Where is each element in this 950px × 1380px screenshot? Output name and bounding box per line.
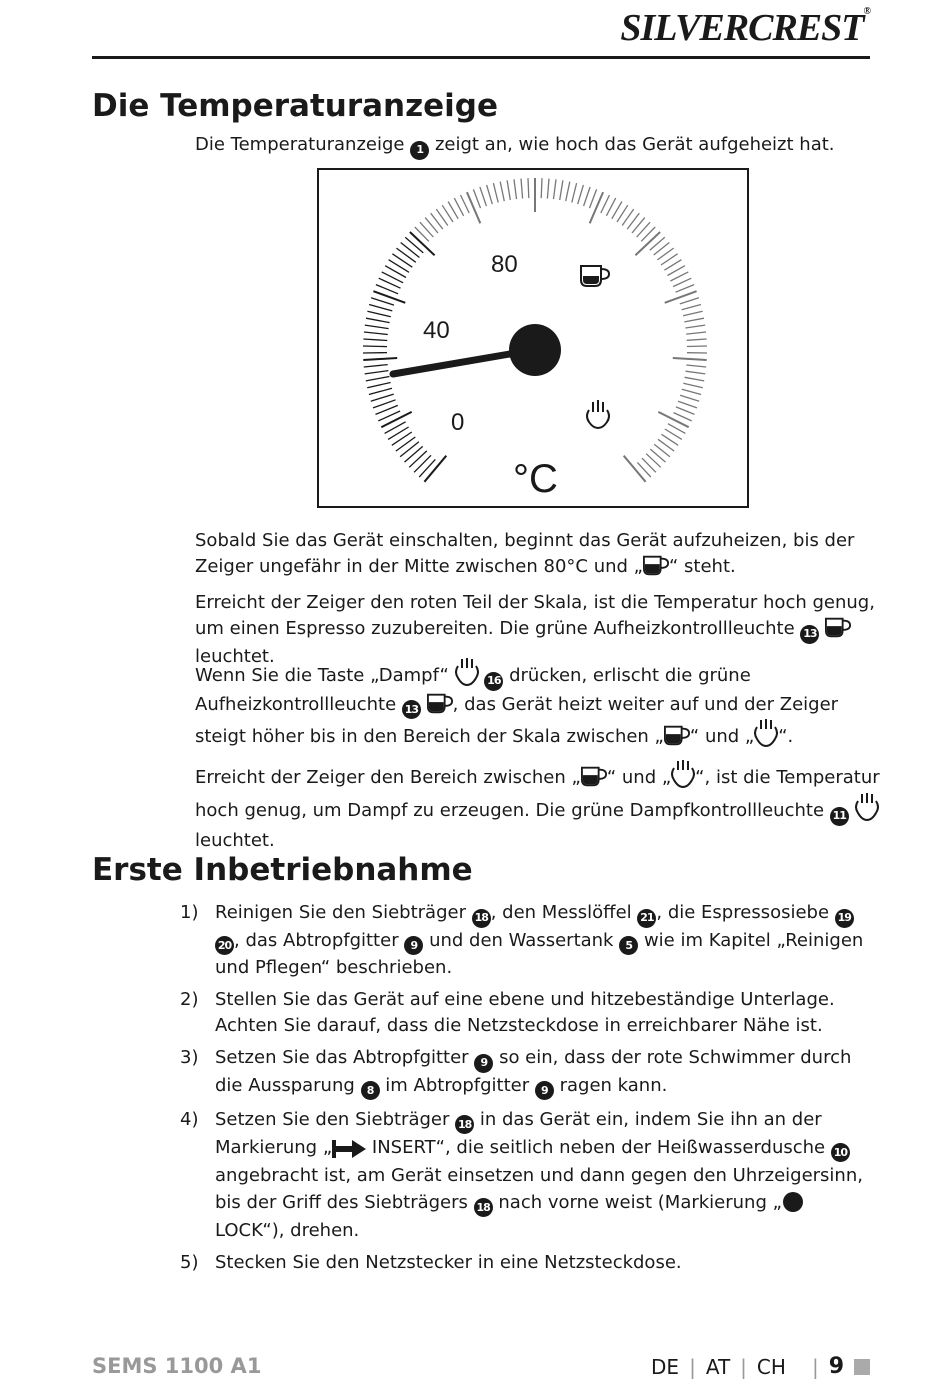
gauge-tick <box>687 346 707 347</box>
gauge-tick <box>414 455 431 472</box>
footer-model: SEMS 1100 A1 <box>92 1354 262 1378</box>
gauge-tick <box>373 291 405 303</box>
list-item: 3) Setzen Sie das Abtropfgitter 9 so ein, dass der rote Schwimmer durch die Aussparung 8 im Abtropfgitter 9 ragen kann. <box>180 1045 870 1100</box>
gauge-tick <box>606 198 615 216</box>
gauge-tick <box>680 298 699 304</box>
ref-number: 13 <box>800 625 819 644</box>
steam-icon <box>754 719 778 747</box>
gauge-tick <box>507 180 510 200</box>
insert-arrow-icon <box>332 1140 366 1158</box>
gauge-tick <box>560 180 563 200</box>
gauge-tick <box>673 358 707 360</box>
gauge-tick <box>473 189 480 208</box>
gauge-tick <box>658 412 688 427</box>
gauge-tick <box>365 325 389 329</box>
gauge-tick <box>392 432 412 445</box>
steam-icon <box>587 400 609 428</box>
gauge-label-80: 80 <box>491 251 518 278</box>
gauge-tick <box>554 179 557 199</box>
ref-number: 9 <box>535 1081 554 1100</box>
gauge-tick <box>363 339 387 341</box>
gauge-tick <box>541 178 542 198</box>
espresso-cup-icon <box>581 266 609 286</box>
gauge-tick <box>590 189 597 208</box>
espresso-cup-icon <box>825 617 851 639</box>
gauge-tick <box>487 185 493 204</box>
list-item: 5) Stecken Sie den Netzstecker in eine Netzsteckdose. <box>180 1252 682 1273</box>
section-title-temperature: Die Temperaturanzeige <box>92 88 499 124</box>
list-item: 4) Setzen Sie den Siebträger 18 in das Gerät ein, indem Sie ihn an der Markierung „ INSERT“, die seitlich neben der Heißwasserdusche 10 angebracht ist, am Gerät einsetzen und dann gegen den Uhrzeigersinn, bis der Griff des Siebträgers 18 nach vorne weist (Markierung „ LOCK“), drehen. <box>180 1109 863 1241</box>
gauge-tick <box>363 346 387 347</box>
gauge-tick <box>373 400 396 408</box>
gauge-tick <box>685 325 705 328</box>
gauge-tick <box>572 183 577 202</box>
gauge-tick <box>673 278 691 286</box>
gauge-tick <box>367 383 390 388</box>
ref-number: 18 <box>474 1198 493 1217</box>
ref-number: 18 <box>455 1115 474 1134</box>
steam-icon <box>855 793 879 821</box>
gauge-tick <box>674 413 692 421</box>
gauge-tick <box>364 365 388 367</box>
gauge-tick <box>461 195 470 213</box>
gauge-tick <box>676 407 695 415</box>
ref-number: 11 <box>830 807 849 826</box>
ref-number: 13 <box>402 700 421 719</box>
gauge-tick <box>682 389 701 394</box>
gauge-tick <box>401 243 420 258</box>
gauge-tick <box>528 178 529 198</box>
paragraph-steam-button: Wenn Sie die Taste „Dampf“ 16 drücken, erlischt die grüne Aufheizkontrollleuchte 13 , das Gerät heizt weiter auf und der Zeiger steigt höher bis in den Bereich der Skala zwischen „ “ und „ “. <box>195 658 885 751</box>
gauge-tick <box>363 358 397 360</box>
gauge-hub <box>509 324 561 376</box>
header-rule <box>92 56 870 59</box>
gauge-tick <box>369 388 392 394</box>
list-item: 1) Reinigen Sie den Siebträger 18 , den Messlöffel 21 , die Espressosiebe 19 20 , das Abtropfgitter 9 und den Wassertank 5 wie im Kapitel „Reinigen und Pflegen“ beschrieben. <box>180 902 864 978</box>
ref-number: 9 <box>474 1054 493 1073</box>
gauge-tick <box>365 371 389 374</box>
gauge-tick <box>578 185 584 204</box>
gauge-tick <box>369 305 392 311</box>
ref-number: 8 <box>361 1081 380 1100</box>
footer-pagination: DE | AT | CH | 9 <box>651 1354 870 1379</box>
gauge-tick <box>400 442 419 457</box>
ref-number: 19 <box>835 909 854 928</box>
gauge-tick <box>676 285 695 293</box>
gauge-tick <box>685 377 705 381</box>
gauge-tick <box>683 383 703 387</box>
gauge-tick <box>500 182 504 202</box>
steam-icon <box>455 658 479 686</box>
lock-dot-icon <box>782 1191 804 1213</box>
gauge-tick <box>547 179 549 199</box>
gauge-tick <box>670 272 688 281</box>
gauge-tick <box>371 298 394 305</box>
ref-number: 20 <box>215 936 234 955</box>
ref-number: 1 <box>410 141 429 160</box>
brand-logo: SILVERCREST® <box>620 6 870 49</box>
temperature-gauge <box>317 168 749 508</box>
espresso-cup-icon <box>581 766 607 788</box>
ref-number: 18 <box>472 909 491 928</box>
gauge-tick <box>396 437 416 451</box>
gauge-tick <box>686 371 706 374</box>
gauge-tick <box>480 187 487 206</box>
ref-number: 5 <box>619 936 638 955</box>
gauge-tick <box>371 394 394 401</box>
gauge-tick <box>405 237 423 253</box>
gauge-tick <box>364 332 388 335</box>
gauge-tick <box>389 260 409 273</box>
espresso-cup-icon <box>427 693 453 715</box>
gauge-tick <box>366 318 390 322</box>
paragraph-red-scale: Erreicht der Zeiger den roten Teil der Skala, ist die Temperatur hoch genug, um einen Espresso zuzubereiten. Die grüne Aufheizkontrollleuchte 13 leuchtet. <box>195 592 875 667</box>
gauge-tick <box>396 248 415 262</box>
espresso-cup-icon <box>643 555 669 577</box>
list-item: 2) Stellen Sie das Gerät auf eine ebene und hitzebeständige Unterlage. Achten Sie darauf, dass die Netzsteckdose in erreichbarer Nähe ist. <box>180 989 835 1036</box>
gauge-tick <box>467 192 480 223</box>
ref-number: 10 <box>831 1143 850 1162</box>
gauge-tick <box>678 401 697 408</box>
gauge-tick <box>388 427 409 439</box>
gauge-tick <box>665 291 697 303</box>
gauge-tick <box>405 446 423 462</box>
gauge-tick <box>680 395 699 401</box>
section-title-first-use: Erste Inbetriebnahme <box>92 852 473 888</box>
gauge-label-0: 0 <box>451 409 465 436</box>
gauge-tick <box>584 187 591 206</box>
gauge-tick <box>493 183 498 202</box>
gauge-tick <box>381 412 411 427</box>
gauge-tick <box>419 459 435 477</box>
gauge-tick <box>521 179 523 199</box>
gauge-unit: °C <box>513 457 558 501</box>
gauge-tick <box>686 365 706 367</box>
gauge-tick <box>682 305 701 310</box>
gauge-tick <box>367 311 390 316</box>
gauge-tick <box>366 377 390 381</box>
gauge-tick <box>514 179 517 199</box>
steam-icon <box>671 760 695 788</box>
ref-number: 9 <box>404 936 423 955</box>
gauge-label-40: 40 <box>423 317 450 344</box>
espresso-cup-icon <box>664 725 690 747</box>
gauge-tick <box>392 254 412 267</box>
intro-paragraph: Die Temperaturanzeige 1 zeigt an, wie hoch das Gerät aufgeheizt hat. <box>195 132 885 160</box>
ref-number: 21 <box>637 909 656 928</box>
gauge-tick <box>686 332 706 334</box>
gauge-tick <box>684 318 704 322</box>
paragraph-steam-range: Erreicht der Zeiger den Bereich zwischen „ “ und „ “, ist die Temperatur hoch genug, um Dampf zu erzeugen. Die grüne Dampfkontrollleuchte 11 leuchtet. <box>195 760 885 856</box>
gauge-tick <box>601 195 610 213</box>
ref-number: 16 <box>484 672 503 691</box>
paragraph-heating: Sobald Sie das Gerät einschalten, beginnt das Gerät aufzuheizen, bis der Zeiger ungefähr in der Mitte zwischen 80°C und „ “ steht. <box>195 530 855 577</box>
page-marker <box>854 1359 870 1375</box>
gauge-tick <box>687 339 707 340</box>
gauge-tick <box>409 451 427 467</box>
gauge-tick <box>566 182 570 202</box>
gauge-tick <box>590 192 603 223</box>
page-number: 9 <box>828 1354 844 1379</box>
gauge-tick <box>683 311 703 316</box>
gauge-tick <box>454 198 463 216</box>
steps-list <box>180 900 870 1282</box>
